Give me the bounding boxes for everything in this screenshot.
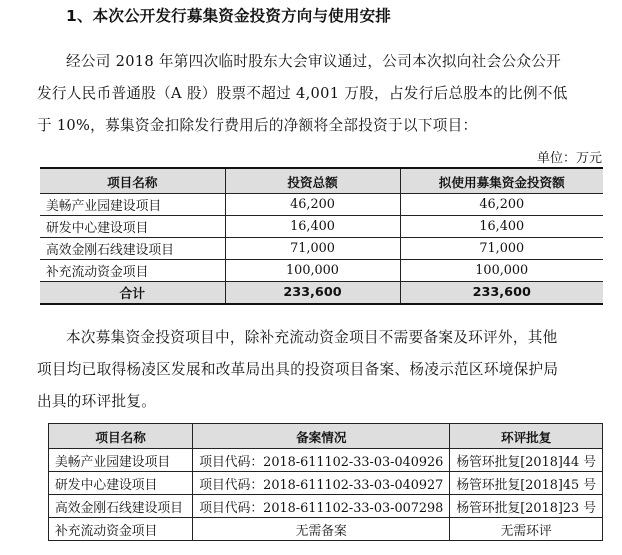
- table-header-row: [40, 168, 603, 194]
- header-proceeds-investment: 拟使用募集资金投资额: [400, 168, 603, 194]
- paragraph-line: 项目均已取得杨凌区发展和改革局出具的投资项目备案、杨凌示范区环境保护局: [37, 361, 559, 378]
- paragraph-offering-intro: [37, 46, 605, 142]
- paragraph-line: 本次募集资金投资项目中，除补充流动资金项目不需要备案及环评外，其他: [66, 329, 558, 346]
- table-row: [40, 260, 603, 282]
- cell-filing: 项目代码：2018-611102-33-03-040926: [193, 449, 450, 472]
- investment-table: [40, 167, 603, 305]
- table-row: [49, 449, 603, 472]
- table-row: [49, 472, 603, 495]
- cell-project: 高效金刚石线建设项目: [40, 238, 225, 260]
- cell-proceeds: 71,000: [400, 238, 603, 260]
- cell-filing: 项目代码：2018-611102-33-03-007298: [193, 495, 450, 518]
- paragraph-line: 出具的环评批复。: [37, 393, 157, 410]
- paragraph-approvals: [37, 322, 605, 418]
- header-eia-approval: 环评批复: [450, 424, 603, 449]
- table-row: [49, 518, 603, 541]
- cell-proceeds: 46,200: [400, 194, 603, 216]
- table-total-row: [40, 282, 603, 305]
- cell-total: 100,000: [225, 260, 400, 282]
- table-row: [49, 495, 603, 518]
- cell-eia: 杨管环批复[2018]23 号: [450, 495, 603, 518]
- cell-total: 46,200: [225, 194, 400, 216]
- cell-project: 研发中心建设项目: [49, 472, 193, 495]
- cell-eia: 杨管环批复[2018]45 号: [450, 472, 603, 495]
- approval-table: [48, 423, 603, 541]
- cell-project: 美畅产业园建设项目: [40, 194, 225, 216]
- table-row: [40, 216, 603, 238]
- cell-proceeds: 16,400: [400, 216, 603, 238]
- header-project-name: 项目名称: [40, 168, 225, 194]
- cell-project: 补充流动资金项目: [49, 518, 193, 541]
- cell-eia: 无需环评: [450, 518, 603, 541]
- header-total-investment: 投资总额: [225, 168, 400, 194]
- paragraph-line: 于 10%，募集资金扣除发行费用后的净额将全部投资于以下项目：: [37, 117, 478, 134]
- paragraph-line: 经公司 2018 年第四次临时股东大会审议通过，公司本次拟向社会公众公开: [66, 53, 562, 70]
- cell-filing: 项目代码：2018-611102-33-03-040927: [193, 472, 450, 495]
- cell-total: 71,000: [225, 238, 400, 260]
- cell-eia: 杨管环批复[2018]44 号: [450, 449, 603, 472]
- paragraph-line: 发行人民币普通股（A 股）股票不超过 4,001 万股，占发行后总股本的比例不低: [37, 85, 568, 102]
- cell-proceeds: 100,000: [400, 260, 603, 282]
- cell-project: 研发中心建设项目: [40, 216, 225, 238]
- table-header-row: [49, 424, 603, 449]
- cell-total-sum: 233,600: [225, 282, 400, 305]
- cell-filing: 无需备案: [193, 518, 450, 541]
- header-filing-status: 备案情况: [193, 424, 450, 449]
- cell-total-label: 合计: [40, 282, 225, 305]
- cell-project: 高效金刚石线建设项目: [49, 495, 193, 518]
- cell-proceeds-sum: 233,600: [400, 282, 603, 305]
- cell-total: 16,400: [225, 216, 400, 238]
- cell-project: 补充流动资金项目: [40, 260, 225, 282]
- table-row: [40, 194, 603, 216]
- cell-project: 美畅产业园建设项目: [49, 449, 193, 472]
- header-project-name: 项目名称: [49, 424, 193, 449]
- unit-label: 单位：万元: [536, 151, 602, 166]
- section-heading: 1、本次公开发行募集资金投资方向与使用安排: [66, 7, 391, 25]
- table-row: [40, 238, 603, 260]
